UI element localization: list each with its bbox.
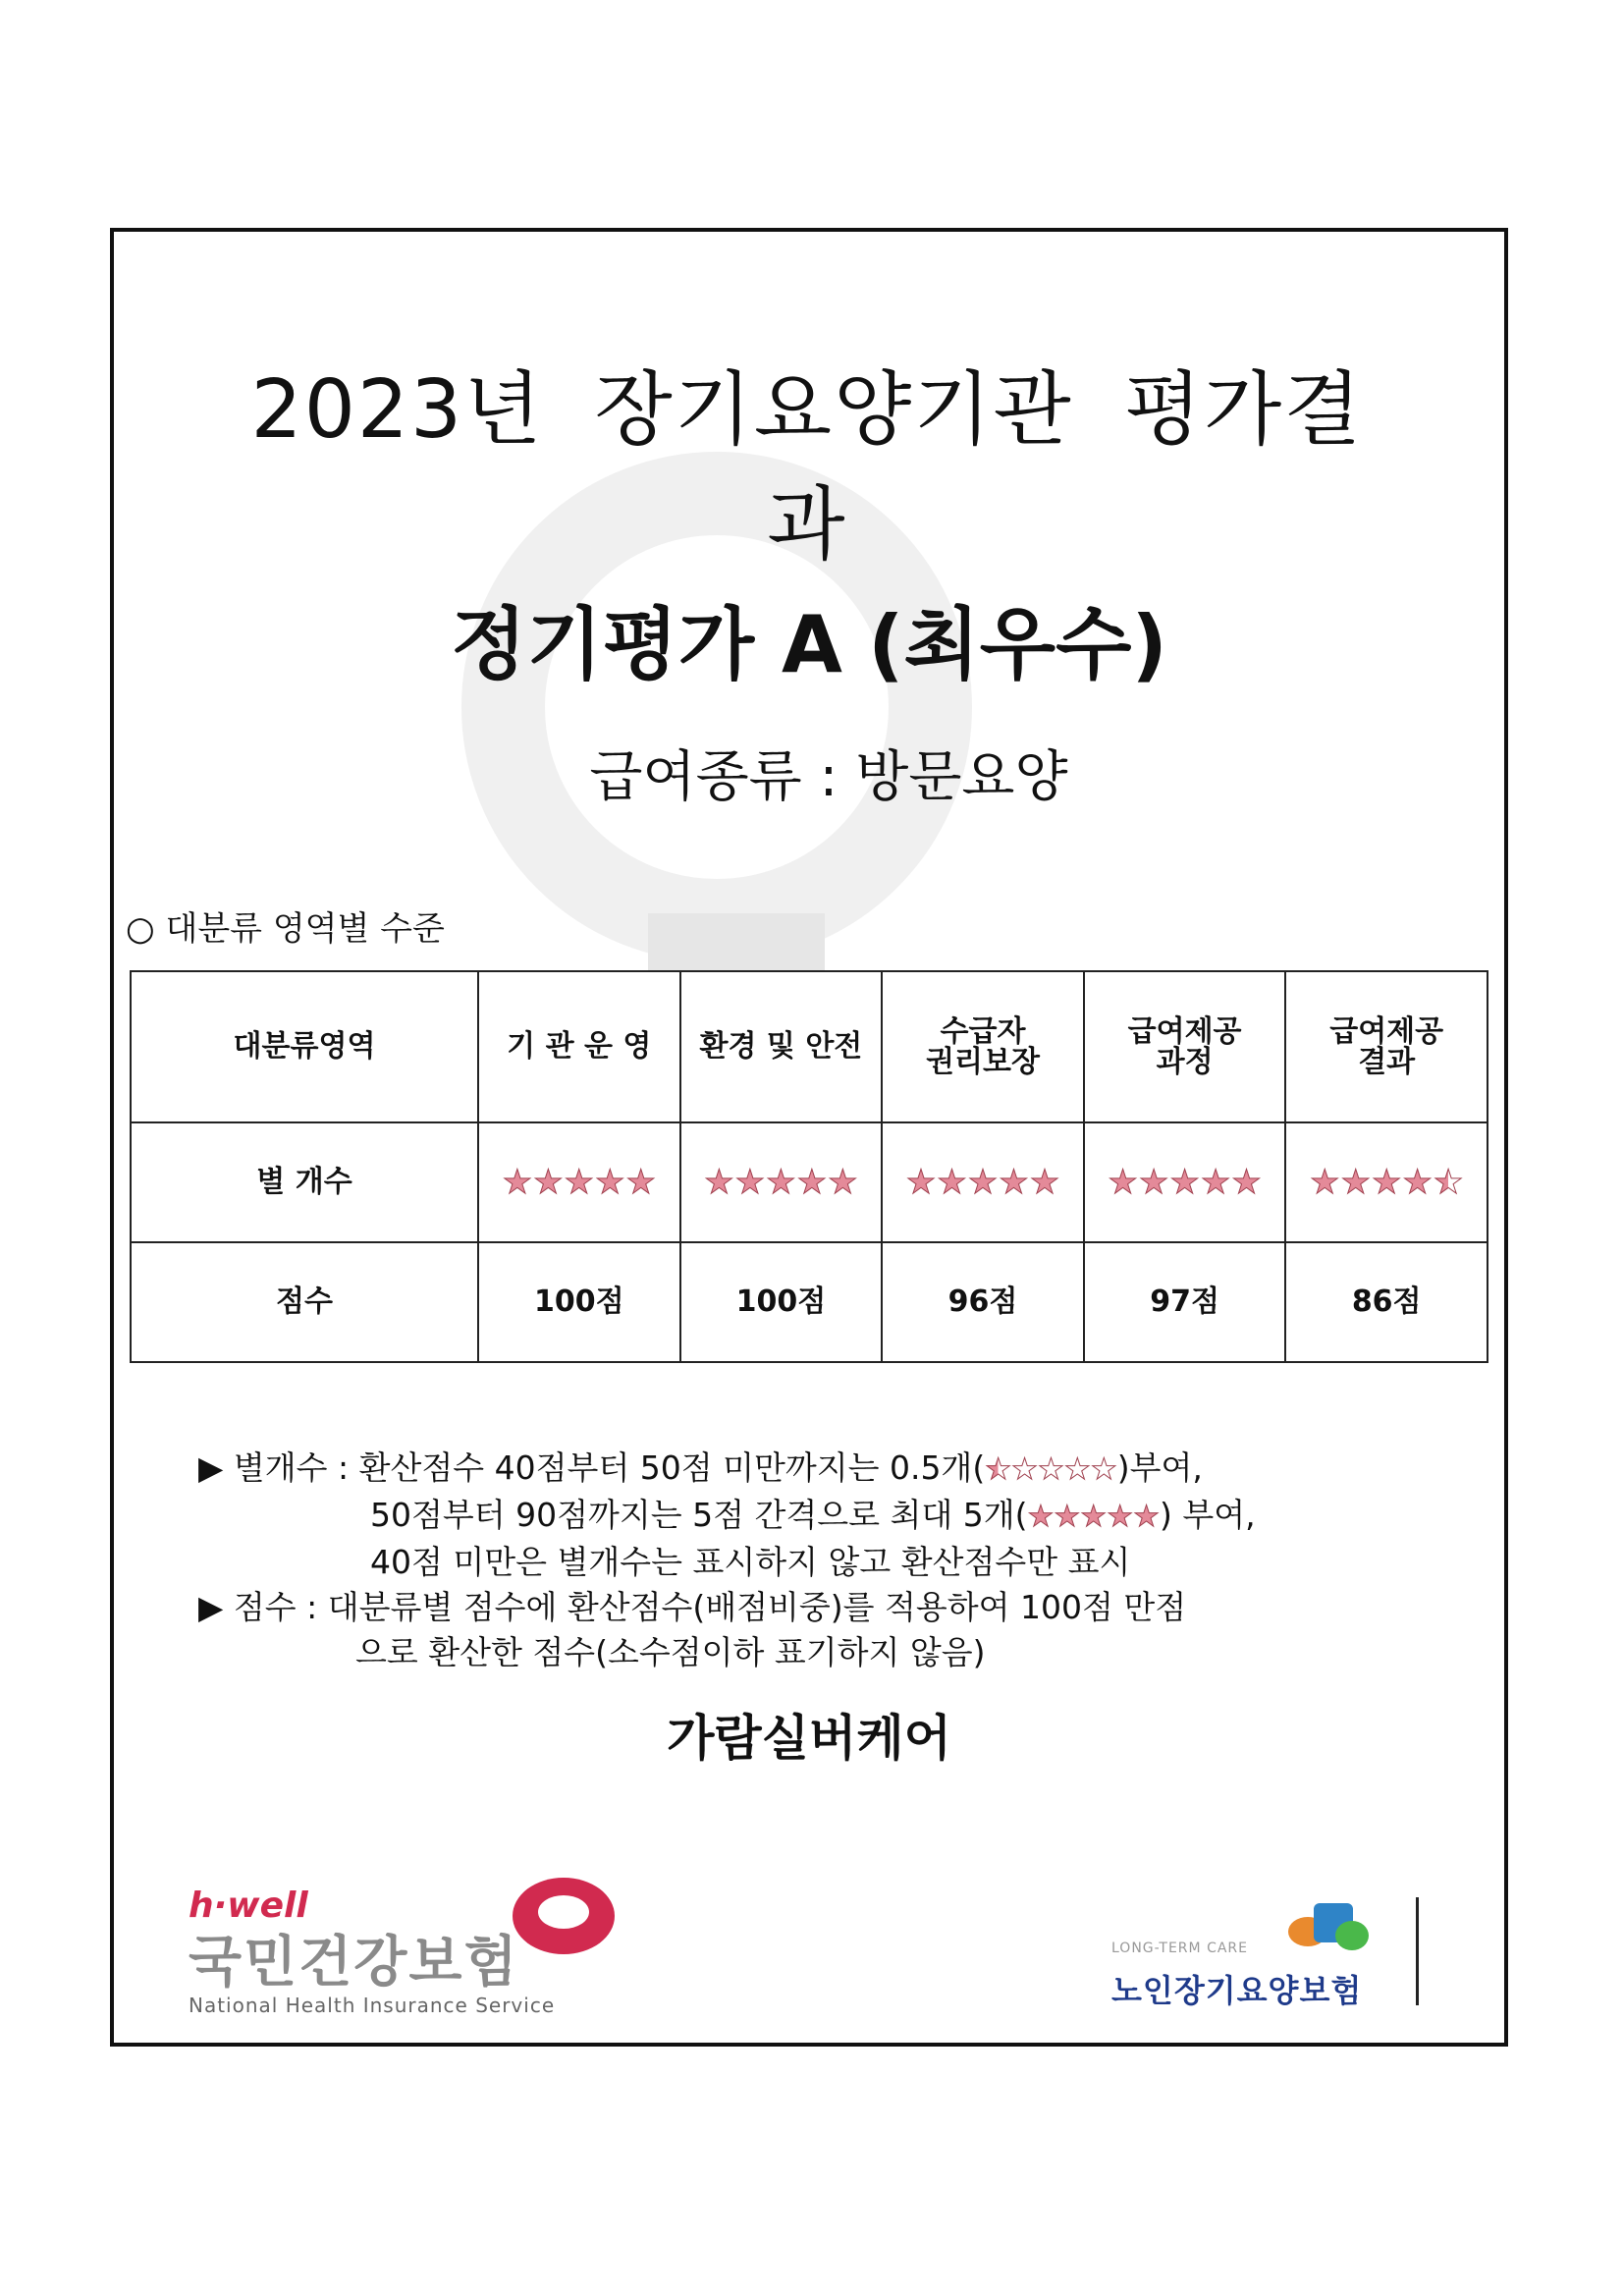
star-icon: ★ <box>796 1162 828 1202</box>
section-label: ○ 대분류 영역별 수준 <box>126 909 445 949</box>
star-icon: ★ <box>905 1162 937 1202</box>
star-icon: ★ <box>1231 1162 1262 1202</box>
star-icon: ★ <box>999 1162 1029 1202</box>
star-icon: ★ <box>595 1162 625 1202</box>
note-line: ▶ 별개수 : 환산점수 40점부터 50점 미만까지는 0.5개(★★★★★)부여, <box>198 1449 1203 1487</box>
star-icon: ★ <box>1027 1500 1055 1534</box>
star-icon: ★ <box>1063 1452 1091 1487</box>
star-icon: ★ <box>1433 1162 1464 1202</box>
star-icon: ★ <box>1371 1162 1402 1202</box>
star-rating-cell <box>1084 1122 1286 1242</box>
star-icon: ★ <box>766 1162 796 1202</box>
star-rating-cell <box>882 1122 1084 1242</box>
star-rating <box>1309 1162 1464 1202</box>
star-icon: ★ <box>1011 1452 1039 1487</box>
star-rating <box>502 1162 656 1202</box>
star-rating <box>1108 1162 1262 1202</box>
header-cell-label: 대분류영역 <box>131 971 478 1122</box>
organization-name: 가람실버케어 <box>667 1710 951 1767</box>
score-cell: 86점 <box>1285 1242 1488 1362</box>
star-icon: ★ <box>1107 1500 1134 1534</box>
star-icon: ★ <box>1080 1500 1108 1534</box>
header-cell-category: 급여제공 결과 <box>1285 971 1488 1122</box>
page-title: 2023년 장기요양기관 평가결과 <box>250 363 1364 572</box>
grade-sub: (최우수) <box>867 599 1167 690</box>
note-line: ▶ 점수 : 대분류별 점수에 환산점수(배점비중)를 적용하여 100점 만점 <box>198 1588 1187 1626</box>
note-line: 50점부터 90점까지는 5점 간격으로 최대 5개(★★★★★) 부여, <box>370 1496 1256 1534</box>
star-icon: ★ <box>1029 1162 1060 1202</box>
star-icon: ★ <box>564 1162 595 1202</box>
table-header-row <box>131 971 1488 1122</box>
table-stars-row <box>131 1122 1488 1242</box>
star-rating <box>905 1162 1060 1202</box>
star-icon: ★ <box>1133 1500 1160 1534</box>
star-rating <box>704 1162 858 1202</box>
note-line: 40점 미만은 별개수는 표시하지 않고 환산점수만 표시 <box>370 1543 1131 1581</box>
star-icon: ★ <box>1108 1162 1138 1202</box>
content-area <box>110 228 1508 2047</box>
grade-heading <box>110 581 1508 694</box>
star-icon: ★ <box>967 1162 999 1202</box>
star-rating-cell <box>680 1122 883 1242</box>
star-icon: ★ <box>533 1162 564 1202</box>
grade-label: 정기평가 A <box>451 599 842 690</box>
five-star-example <box>1027 1496 1160 1534</box>
note-line: 으로 환산한 점수(소수점이하 표기하지 않음) <box>355 1633 986 1671</box>
star-icon: ★ <box>1309 1162 1340 1202</box>
score-cell: 96점 <box>882 1242 1084 1362</box>
table-score-row <box>131 1242 1488 1362</box>
score-cell: 97점 <box>1084 1242 1286 1362</box>
stars-row-label: 별 개수 <box>131 1122 478 1242</box>
star-icon: ★ <box>1054 1500 1081 1534</box>
nhis-logo: h·well 국민건강보험 National Health Insurance Service <box>189 1878 660 2025</box>
half-star-example <box>985 1449 1117 1487</box>
header-cell-category: 환경 및 안전 <box>680 971 883 1122</box>
header-cell-category: 기 관 운 영 <box>478 971 680 1122</box>
star-icon: ★ <box>502 1162 533 1202</box>
ltc-insurance-logo: LONG-TERM CARE 노인장기요양보험 <box>1102 1897 1426 2015</box>
ltc-emblem-icon <box>1288 1897 1367 1956</box>
star-icon: ★ <box>828 1162 858 1202</box>
star-icon: ★ <box>1200 1162 1231 1202</box>
star-icon: ★ <box>1138 1162 1169 1202</box>
star-icon: ★ <box>1340 1162 1371 1202</box>
star-icon: ★ <box>1038 1452 1064 1487</box>
star-icon: ★ <box>625 1162 656 1202</box>
star-rating-cell <box>478 1122 680 1242</box>
star-icon: ★ <box>704 1162 734 1202</box>
star-icon: ★ <box>1090 1452 1117 1487</box>
heart-icon <box>513 1878 615 1954</box>
header-cell-category: 수급자 권리보장 <box>882 971 1084 1122</box>
star-icon: ★ <box>937 1162 967 1202</box>
star-icon: ★ <box>1169 1162 1200 1202</box>
score-cell: 100점 <box>680 1242 883 1362</box>
star-rating-cell <box>1285 1122 1488 1242</box>
service-type: 급여종류 : 방문요양 <box>589 745 1068 809</box>
star-icon: ★ <box>734 1162 766 1202</box>
score-row-label: 점수 <box>131 1242 478 1362</box>
score-table <box>130 970 1488 1363</box>
notes <box>198 1446 1426 1675</box>
star-icon: ★ <box>1402 1162 1433 1202</box>
header-cell-category: 급여제공 과정 <box>1084 971 1286 1122</box>
star-icon: ★ <box>985 1452 1012 1487</box>
score-cell: 100점 <box>478 1242 680 1362</box>
